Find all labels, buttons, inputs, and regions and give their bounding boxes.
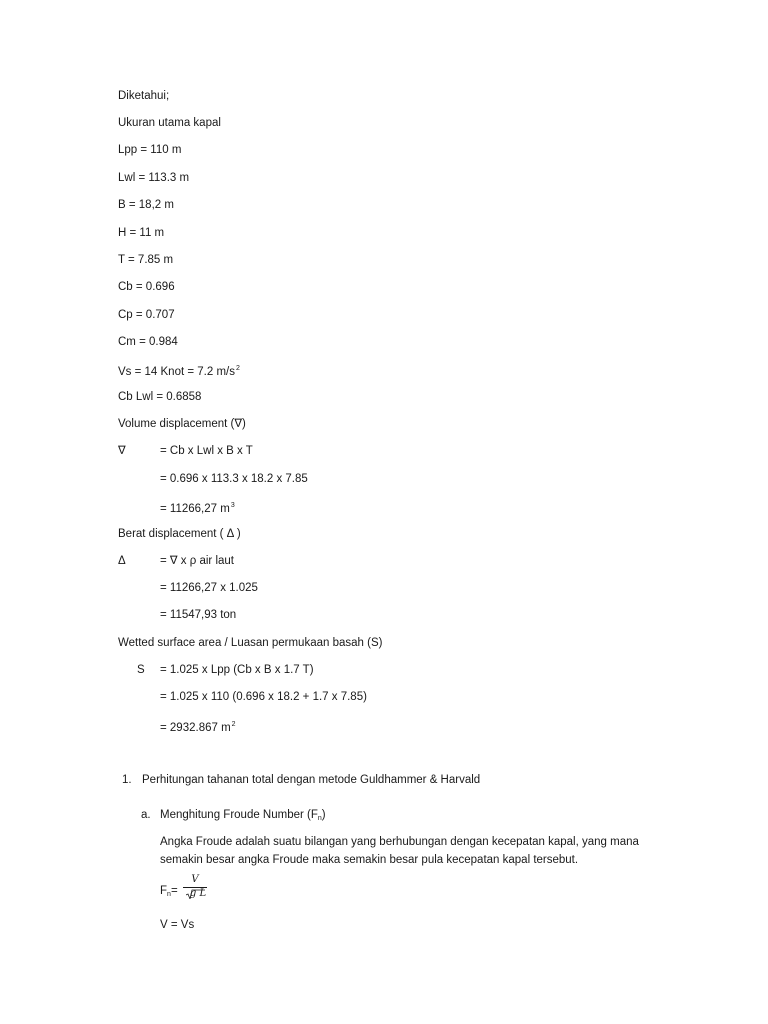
given-vs-sup: 2 (235, 365, 240, 372)
wetted-eq1: = 1.025 x Lpp (Cb x B x 1.7 T) (160, 664, 314, 676)
froude-fraction (183, 874, 209, 904)
weight-symbol: Δ (118, 555, 126, 567)
given-vs-text: Vs = 14 Knot = 7.2 m/s (118, 366, 235, 378)
volume-eq3-sup: 3 (230, 502, 235, 509)
wetted-eq3 (160, 718, 236, 735)
weight-heading: Berat displacement ( Δ ) (118, 528, 241, 540)
given-cb: Cb = 0.696 (118, 281, 175, 293)
section-number: 1. (122, 774, 132, 786)
section-title: Perhitungan tahanan total dengan metode Guldhammer & Harvald (142, 774, 481, 786)
given-lwl: Lwl = 113.3 m (118, 172, 190, 184)
subsection-title (160, 808, 326, 826)
subsection-title-end: ) (321, 809, 326, 821)
wetted-eq3-sup: 2 (231, 721, 236, 728)
given-cm: Cm = 0.984 (118, 336, 178, 348)
wetted-heading: Wetted surface area / Luasan permukaan basah (S) (118, 637, 383, 649)
froude-eq-sign: = (170, 885, 178, 897)
volume-eq1: = Cb x Lwl x B x T (160, 445, 253, 457)
wetted-symbol: S (137, 664, 145, 676)
volume-eq3-text: = 11266,27 m (160, 503, 230, 515)
volume-eq3 (160, 499, 235, 516)
froude-lhs-f: F (160, 885, 168, 897)
v-equals-vs: V = Vs (160, 919, 195, 931)
given-b: B = 18,2 m (118, 199, 174, 211)
given-t: T = 7.85 m (118, 254, 174, 266)
froude-numerator: V (191, 874, 199, 885)
weight-eq3: = 11547,93 ton (160, 609, 237, 621)
volume-heading: Volume displacement (∇) (118, 418, 246, 430)
froude-lhs-sub: n (167, 891, 171, 898)
paragraph-line-1: Angka Froude adalah suatu bilangan yang berhubungan dengan kecepatan kapal, yang mana (160, 836, 639, 848)
volume-symbol: ∇ (118, 445, 126, 457)
given-lpp: Lpp = 110 m (118, 144, 182, 156)
given-heading: Diketahui; (118, 90, 170, 102)
weight-eq1: = ∇ x ρ air laut (160, 555, 234, 567)
wetted-eq3-text: = 2932.867 m (160, 722, 231, 734)
froude-formula-lhs (160, 884, 178, 902)
subsection-title-text: Menghitung Froude Number (F (160, 809, 318, 821)
subsection-title-sub: n (317, 815, 322, 822)
weight-eq2: = 11266,27 x 1.025 (160, 582, 258, 594)
given-vs (118, 362, 240, 379)
given-subheading: Ukuran utama kapal (118, 117, 221, 129)
subsection-letter: a. (141, 809, 151, 821)
wetted-eq2: = 1.025 x 110 (0.696 x 18.2 + 1.7 x 7.85) (160, 691, 367, 703)
given-cp: Cp = 0.707 (118, 309, 175, 321)
given-h: H = 11 m (118, 227, 165, 239)
froude-denominator: g L (189, 888, 207, 899)
given-cb-lwl: Cb Lwl = 0.6858 (118, 391, 202, 403)
paragraph-line-2: semakin besar angka Froude maka semakin besar pula kecepatan kapal tersebut. (160, 854, 579, 866)
volume-eq2: = 0.696 x 113.3 x 18.2 x 7.85 (160, 473, 308, 485)
